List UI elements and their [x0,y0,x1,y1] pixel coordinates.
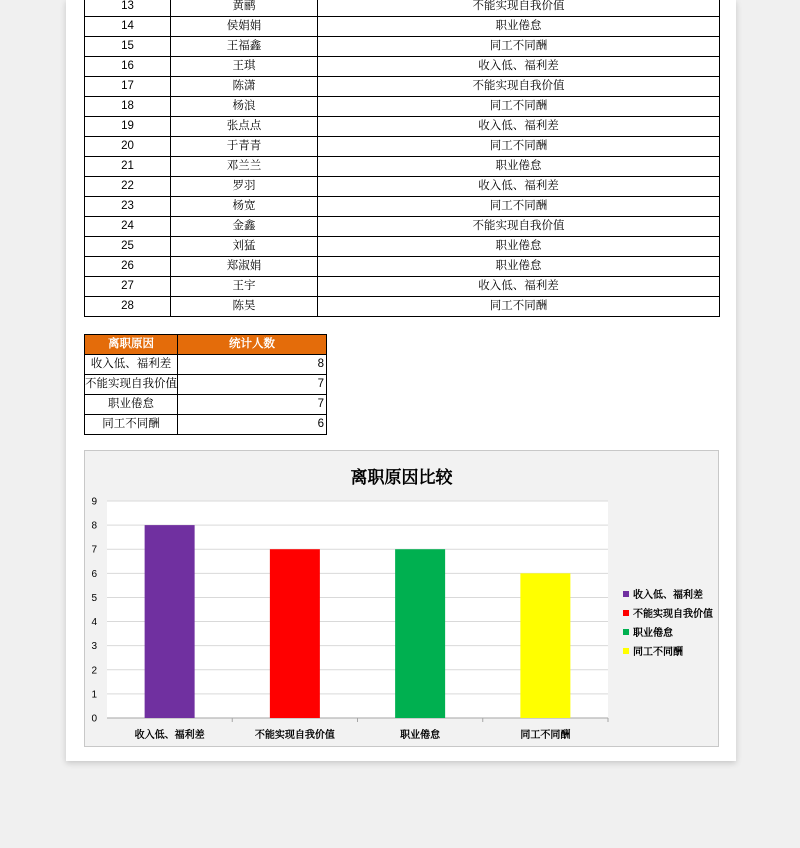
leave-reason: 职业倦怠 [318,237,720,257]
employee-name: 王福鑫 [171,37,318,57]
table-row [85,37,720,57]
leave-reason: 收入低、福利差 [318,277,720,297]
employee-name: 刘猛 [171,237,318,257]
employee-name: 张点点 [171,117,318,137]
summary-reason: 职业倦怠 [85,395,178,415]
row-number: 17 [85,77,171,97]
row-number: 18 [85,97,171,117]
legend-item [623,622,713,641]
employee-name: 郑淑娟 [171,257,318,277]
bar-4 [520,573,570,718]
table-row [85,217,720,237]
table-row [85,157,720,177]
summary-count: 7 [178,395,327,415]
employee-table [84,0,720,317]
employee-name: 金鑫 [171,217,318,237]
leave-reason: 职业倦怠 [318,257,720,277]
table-row [85,77,720,97]
row-number: 14 [85,17,171,37]
leave-reason: 不能实现自我价值 [318,0,720,17]
summary-row [85,395,327,415]
legend-swatch [623,610,629,616]
chart-title: 离职原因比较 [350,468,453,487]
bar-1 [145,525,195,718]
legend-label: 不能实现自我价值 [633,609,713,620]
employee-name: 陈昊 [171,297,318,317]
y-tick-label: 7 [91,544,97,556]
leave-reason: 职业倦怠 [318,157,720,177]
x-tick-label: 职业倦怠 [400,730,441,741]
leave-reason: 不能实现自我价值 [318,217,720,237]
summary-count: 8 [178,355,327,375]
table-row [85,17,720,37]
table-row [85,257,720,277]
summary-reason: 不能实现自我价值 [85,375,178,395]
leave-reason: 职业倦怠 [318,17,720,37]
legend-label: 收入低、福利差 [633,590,703,601]
legend-item [623,584,713,603]
summary-reason: 同工不同酬 [85,415,178,435]
summary-count: 6 [178,415,327,435]
y-tick-label: 8 [91,520,97,532]
y-tick-label: 9 [91,496,97,508]
leave-reason: 同工不同酬 [318,97,720,117]
row-number: 19 [85,117,171,137]
legend-item [623,603,713,622]
employee-name: 侯娟娟 [171,17,318,37]
leave-reason: 不能实现自我价值 [318,77,720,97]
legend-swatch [623,648,629,654]
table-row [85,0,720,17]
y-tick-label: 3 [91,641,97,653]
row-number: 16 [85,57,171,77]
bar-3 [395,549,445,718]
table-row [85,137,720,157]
leave-reason: 同工不同酬 [318,37,720,57]
table-row [85,197,720,217]
table-row [85,177,720,197]
row-number: 23 [85,197,171,217]
x-tick-label: 同工不同酬 [520,730,571,741]
y-tick-label: 2 [91,665,97,677]
employee-name: 邓兰兰 [171,157,318,177]
y-tick-label: 1 [91,689,97,701]
table-row [85,97,720,117]
header-reason: 离职原因 [85,335,178,355]
legend-swatch [623,591,629,597]
row-number: 28 [85,297,171,317]
leave-reason: 收入低、福利差 [318,177,720,197]
employee-name: 王宇 [171,277,318,297]
row-number: 20 [85,137,171,157]
y-tick-label: 4 [91,617,97,629]
bar-2 [270,549,320,718]
row-number: 15 [85,37,171,57]
summary-row [85,375,327,395]
employee-name: 杨宽 [171,197,318,217]
chart-legend [623,584,713,660]
row-number: 27 [85,277,171,297]
legend-label: 职业倦怠 [633,628,673,639]
employee-name: 陈潇 [171,77,318,97]
leave-reason: 同工不同酬 [318,197,720,217]
table-row [85,237,720,257]
table-row [85,117,720,137]
summary-row [85,415,327,435]
summary-header-row [85,335,327,355]
x-tick-label: 收入低、福利差 [134,730,205,741]
leave-reason: 同工不同酬 [318,137,720,157]
employee-name: 王琪 [171,57,318,77]
table-row [85,297,720,317]
row-number: 21 [85,157,171,177]
leave-reason: 收入低、福利差 [318,57,720,77]
employee-name: 罗羽 [171,177,318,197]
row-number: 24 [85,217,171,237]
reason-chart[interactable] [84,450,719,747]
employee-name: 黄鹂 [171,0,318,17]
legend-item [623,641,713,660]
reason-summary-table [84,334,327,435]
y-tick-label: 5 [91,592,97,604]
leave-reason: 收入低、福利差 [318,117,720,137]
row-number: 26 [85,257,171,277]
employee-name: 杨浪 [171,97,318,117]
legend-swatch [623,629,629,635]
employee-name: 于青青 [171,137,318,157]
x-tick-label: 不能实现自我价值 [254,730,335,741]
legend-label: 同工不同酬 [633,647,683,658]
y-tick-label: 0 [91,713,97,725]
row-number: 22 [85,177,171,197]
table-row [85,57,720,77]
row-number: 25 [85,237,171,257]
y-tick-label: 6 [91,568,97,580]
summary-reason: 收入低、福利差 [85,355,178,375]
row-number: 13 [85,0,171,17]
summary-row [85,355,327,375]
leave-reason: 同工不同酬 [318,297,720,317]
table-row [85,277,720,297]
summary-count: 7 [178,375,327,395]
header-count: 统计人数 [178,335,327,355]
